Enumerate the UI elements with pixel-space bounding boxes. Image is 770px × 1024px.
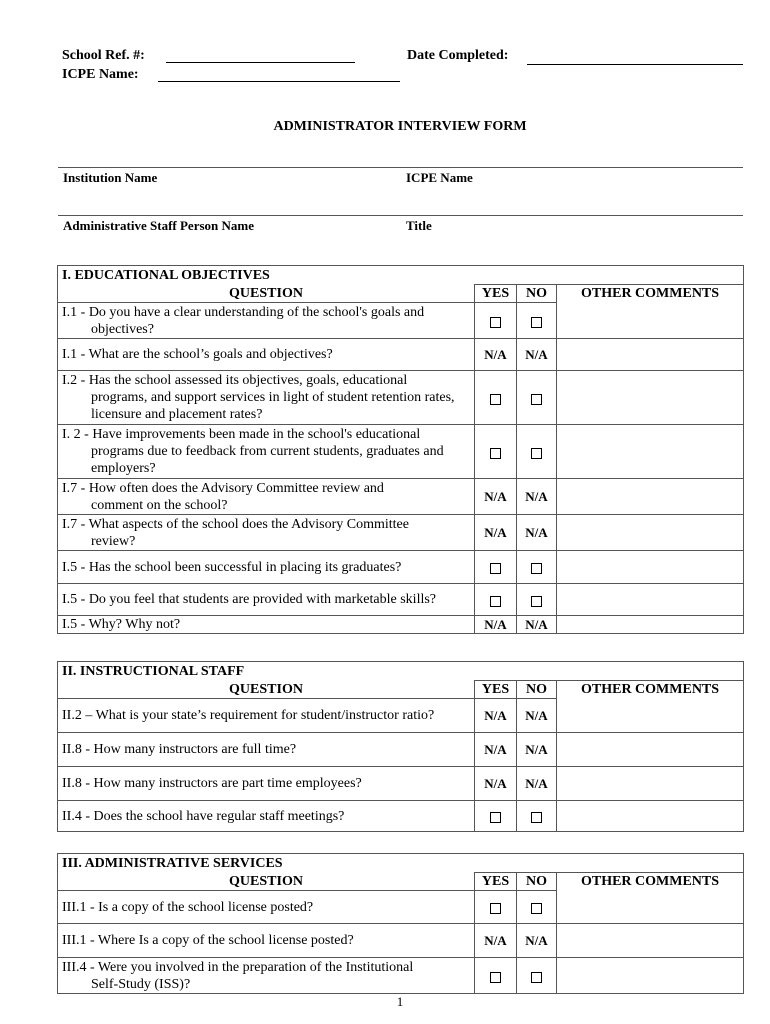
yes-na: N/A [484, 776, 507, 791]
divider [58, 167, 743, 168]
page-number: 1 [396, 994, 404, 1009]
question-row: II.8 - How many instructors are full time? [58, 733, 475, 767]
question-row: I.5 - Do you feel that students are provided with marketable skills? [58, 584, 475, 616]
comments-header: OTHER COMMENTS [557, 681, 744, 733]
question-row: I.1 - What are the school’s goals and objectives? [58, 339, 475, 371]
title-label: Title [406, 218, 432, 233]
yes-checkbox[interactable] [490, 563, 501, 574]
section-title: II. INSTRUCTIONAL STAFF [58, 662, 744, 681]
form-title: ADMINISTRATOR INTERVIEW FORM [273, 119, 527, 134]
comments-cell[interactable] [557, 924, 744, 958]
no-checkbox[interactable] [531, 812, 542, 823]
yes-na: N/A [484, 347, 507, 362]
no-na: N/A [525, 776, 548, 791]
question-row: I.5 - Why? Why not? [58, 616, 475, 634]
no-na: N/A [525, 742, 548, 757]
question-row: II.8 - How many instructors are part time employees? [58, 767, 475, 801]
question-row: I.7 - What aspects of the school does the Advisory Committee review? [58, 515, 475, 551]
yes-header: YES [475, 681, 517, 699]
no-checkbox[interactable] [531, 563, 542, 574]
no-header: NO [517, 681, 557, 699]
school-ref-field[interactable] [166, 62, 355, 63]
section-educational-objectives [57, 265, 744, 634]
yes-checkbox[interactable] [490, 596, 501, 607]
yes-na: N/A [484, 742, 507, 757]
no-checkbox[interactable] [531, 394, 542, 405]
yes-header: YES [475, 873, 517, 891]
yes-na: N/A [484, 708, 507, 723]
comments-cell[interactable] [557, 616, 744, 634]
date-completed-field[interactable] [527, 64, 743, 65]
no-na: N/A [525, 525, 548, 540]
yes-na: N/A [484, 489, 507, 504]
comments-cell[interactable] [557, 801, 744, 832]
question-header: QUESTION [58, 873, 475, 891]
no-checkbox[interactable] [531, 317, 542, 328]
question-row: III.1 - Is a copy of the school license posted? [58, 891, 475, 924]
no-na: N/A [525, 933, 548, 948]
question-row: I. 2 - Have improvements been made in the school's educational programs due to feedback from current students, graduates and employers? [58, 425, 475, 479]
no-checkbox[interactable] [531, 972, 542, 983]
no-checkbox[interactable] [531, 448, 542, 459]
comments-cell[interactable] [557, 339, 744, 371]
yes-na: N/A [484, 933, 507, 948]
no-na: N/A [525, 708, 548, 723]
staff-person-name-label: Administrative Staff Person Name [63, 218, 254, 233]
comments-cell[interactable] [557, 515, 744, 551]
section-instructional-staff [57, 661, 744, 832]
school-ref-label: School Ref. #: [62, 48, 145, 63]
comments-cell[interactable] [557, 733, 744, 767]
comments-header: OTHER COMMENTS [557, 285, 744, 339]
institution-name-label: Institution Name [63, 170, 158, 185]
yes-na: N/A [484, 617, 507, 632]
icpe-name-field[interactable] [158, 81, 400, 82]
comments-cell[interactable] [557, 958, 744, 994]
question-row: I.5 - Has the school been successful in placing its graduates? [58, 551, 475, 584]
no-header: NO [517, 285, 557, 303]
comments-header: OTHER COMMENTS [557, 873, 744, 924]
question-row: III.4 - Were you involved in the preparation of the Institutional Self-Study (ISS)? [58, 958, 475, 994]
section-title: I. EDUCATIONAL OBJECTIVES [58, 266, 744, 285]
no-checkbox[interactable] [531, 903, 542, 914]
question-header: QUESTION [58, 285, 475, 303]
no-na: N/A [525, 617, 548, 632]
question-row: II.2 – What is your state’s requirement for student/instructor ratio? [58, 699, 475, 733]
question-header: QUESTION [58, 681, 475, 699]
date-completed-label: Date Completed: [407, 48, 509, 63]
yes-checkbox[interactable] [490, 903, 501, 914]
no-header: NO [517, 873, 557, 891]
yes-checkbox[interactable] [490, 317, 501, 328]
question-row: III.1 - Where Is a copy of the school license posted? [58, 924, 475, 958]
yes-header: YES [475, 285, 517, 303]
divider [58, 215, 743, 216]
comments-cell[interactable] [557, 479, 744, 515]
comments-cell[interactable] [557, 584, 744, 616]
question-row: I.2 - Has the school assessed its objectives, goals, educational programs, and support services in light of student retention rates, licensure and placement rates? [58, 371, 475, 425]
comments-cell[interactable] [557, 425, 744, 479]
no-checkbox[interactable] [531, 596, 542, 607]
icpe-name-info-label: ICPE Name [406, 170, 473, 185]
yes-checkbox[interactable] [490, 812, 501, 823]
question-row: I.1 - Do you have a clear understanding of the school's goals and objectives? [58, 303, 475, 339]
comments-cell[interactable] [557, 767, 744, 801]
icpe-name-label: ICPE Name: [62, 67, 139, 82]
yes-checkbox[interactable] [490, 394, 501, 405]
question-row: II.4 - Does the school have regular staff meetings? [58, 801, 475, 832]
yes-checkbox[interactable] [490, 448, 501, 459]
yes-checkbox[interactable] [490, 972, 501, 983]
comments-cell[interactable] [557, 551, 744, 584]
comments-cell[interactable] [557, 371, 744, 425]
section-administrative-services [57, 853, 744, 994]
section-title: III. ADMINISTRATIVE SERVICES [58, 854, 744, 873]
yes-na: N/A [484, 525, 507, 540]
question-row: I.7 - How often does the Advisory Committee review and comment on the school? [58, 479, 475, 515]
no-na: N/A [525, 347, 548, 362]
no-na: N/A [525, 489, 548, 504]
